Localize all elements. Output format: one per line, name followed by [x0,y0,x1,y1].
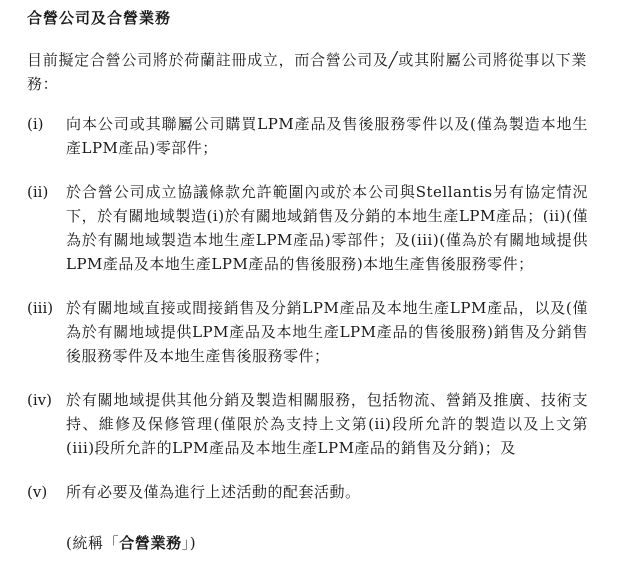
collective-term: 合營業務 [119,534,182,552]
list-item-text: 於有關地域提供其他分銷及製造相關服務，包括物流、營銷及推廣、技術支持、維修及保修管理(僅限於為支持上文第(ii)段所允許的製造以及上文第(iii)段所允許的LPM產品及本地生產LPM產品的銷售及分銷)；及 [66,391,588,457]
list-item [0,296,620,368]
collective-term-suffix: 」) [181,534,197,552]
list-item [0,480,620,504]
list-item-text: 於合營公司成立協議條款允許範圍內或於本公司與Stellantis另有協定情況下，於有關地域製造(i)於有關地域銷售及分銷的本地生產LPM產品；(ii)(僅為於有關地域製造本地生產LPM產品)零部件；及(iii)(僅為於有關地域提供LPM產品及本地生產LPM產品的售後服務)本地生產售後服務零件； [66,183,588,273]
list-item-number: (v) [27,483,48,501]
list-item-number: (iv) [27,391,52,409]
list-item-number: (i) [27,115,44,133]
collective-term-note [66,531,196,555]
business-list [0,112,620,524]
list-item-text: 於有關地域直接或間接銷售及分銷LPM產品及本地生產LPM產品，以及(僅為於有關地域提供LPM產品及本地生產LPM產品的售後服務)銷售及分銷售後服務零件及本地生產售後服務零件； [66,299,588,365]
list-item [0,112,620,160]
collective-term-prefix: (統稱「 [66,534,120,552]
list-item-number: (iii) [27,299,54,317]
list-item-number: (ii) [27,183,49,201]
list-item [0,180,620,276]
list-item-text: 所有必要及僅為進行上述活動的配套活動。 [66,483,361,501]
intro-paragraph: 目前擬定合營公司將於荷蘭註冊成立，而合營公司及╱或其附屬公司將從事以下業務： [27,51,587,93]
section-heading: 合營公司及合營業務 [27,9,172,27]
list-item-text: 向本公司或其聯屬公司購買LPM產品及售後服務零件以及(僅為製造本地生產LPM產品)零部件； [66,115,588,157]
list-item [0,388,620,460]
